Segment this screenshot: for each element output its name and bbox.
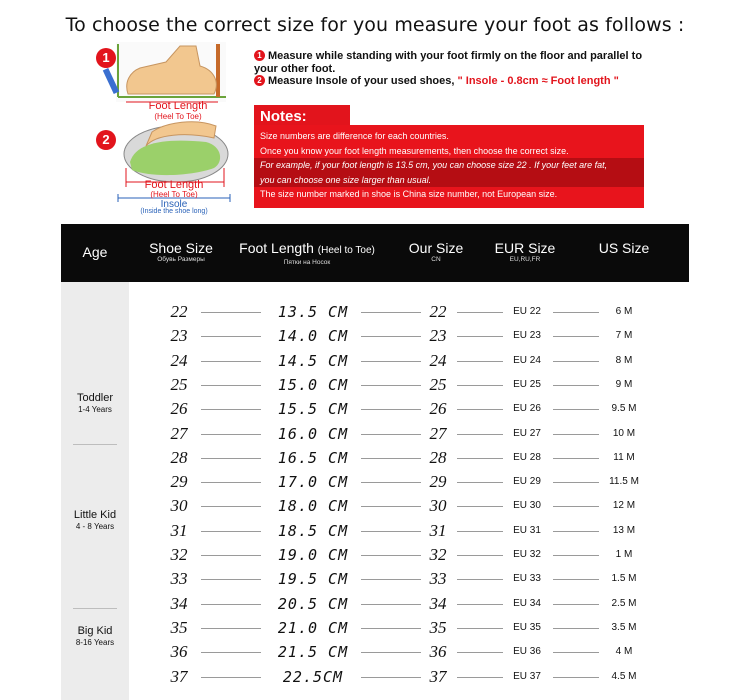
row-divider-line <box>201 312 261 313</box>
row-divider-line <box>361 312 421 313</box>
eur-size-cell: EU 30 <box>513 500 541 512</box>
step-two-badge: 2 <box>96 130 116 150</box>
row-divider-line <box>361 336 421 337</box>
row-divider-line <box>457 652 503 653</box>
row-divider-line <box>553 434 599 435</box>
age-group-toddler <box>61 392 129 415</box>
our-size-cell: 36 <box>429 642 447 662</box>
us-size-cell: 12 M <box>612 500 636 512</box>
row-divider-line <box>361 677 421 678</box>
row-divider-line <box>553 336 599 337</box>
eur-size-cell: EU 34 <box>513 597 541 609</box>
eur-size-cell: EU 24 <box>513 354 541 366</box>
row-divider-line <box>361 434 421 435</box>
shoe-size-cell: 26 <box>170 399 188 419</box>
row-divider-line <box>201 385 261 386</box>
foot-length-cell: 18.5 CM <box>277 521 349 540</box>
eur-size-cell: EU 32 <box>513 549 541 560</box>
row-divider-line <box>553 409 599 410</box>
age-column <box>61 282 129 700</box>
header-foot-length-label <box>231 240 383 259</box>
row-divider-line <box>457 385 503 386</box>
row-divider-line <box>361 628 421 629</box>
row-divider-line <box>457 579 503 580</box>
row-divider-line <box>201 604 261 605</box>
shoe-size-cell: 24 <box>170 350 188 370</box>
us-size-cell: 3.5 M <box>611 621 637 633</box>
shoe-size-cell: 28 <box>170 447 188 467</box>
row-divider-line <box>553 677 599 678</box>
our-size-cell: 30 <box>429 496 447 516</box>
table-row <box>129 519 689 543</box>
foot-length-cell: 14.5 CM <box>277 351 349 370</box>
row-divider-line <box>457 677 503 678</box>
row-divider-line <box>201 482 261 483</box>
eur-size-cell: EU 27 <box>513 427 541 439</box>
row-divider-line <box>361 604 421 605</box>
row-divider-line <box>553 506 599 507</box>
header-us-size-label: US Size <box>598 240 650 256</box>
row-divider-line <box>361 579 421 580</box>
foot-length-cell: 18.0 CM <box>277 497 349 516</box>
row-divider-line <box>201 531 261 532</box>
measurement-illustration <box>96 42 246 217</box>
eur-size-cell: EU 22 <box>513 306 541 317</box>
table-row <box>129 422 689 446</box>
foot-length-cell: 19.0 CM <box>277 546 349 564</box>
shoe-size-cell: 33 <box>170 569 188 589</box>
row-divider-line <box>457 312 503 313</box>
row-divider-line <box>457 555 503 556</box>
us-size-cell: 9.5 M <box>611 403 637 415</box>
table-row <box>129 446 689 470</box>
foot-length-cell: 22.5CM <box>282 667 344 686</box>
table-row <box>129 300 689 324</box>
shoe-size-cell: 30 <box>170 496 188 516</box>
our-size-cell: 31 <box>429 520 447 540</box>
table-row <box>129 373 689 397</box>
our-size-cell: 22 <box>429 302 447 321</box>
us-size-cell: 11.5 M <box>609 476 639 488</box>
our-size-cell: 29 <box>429 472 447 492</box>
row-divider-line <box>361 555 421 556</box>
header-shoe-size-label: Shoe Size <box>149 240 213 256</box>
notes-heading: Notes: <box>254 105 350 129</box>
age-group-big-kid <box>61 625 129 648</box>
row-divider-line <box>457 628 503 629</box>
our-size-cell: 24 <box>429 350 447 370</box>
foot-length-cell: 20.5 CM <box>277 594 349 613</box>
table-row <box>129 349 689 373</box>
header-eur-size-sub: EU,RU,FR <box>509 256 541 263</box>
row-divider-line <box>201 579 261 580</box>
row-divider-line <box>361 506 421 507</box>
eur-size-cell: EU 36 <box>513 646 541 658</box>
eur-size-cell: EU 29 <box>513 476 541 488</box>
instruction-one-text: Measure while standing with your foot firmly on the floor and parallel to your other foot. <box>254 50 643 75</box>
our-size-cell: 27 <box>429 423 447 443</box>
note-line: The size number marked in shoe is China size number, not European size. <box>260 189 558 199</box>
header-age-label: Age <box>82 244 108 260</box>
insole-label: Insole <box>160 199 188 210</box>
note-line-example: you can choose one size larger than usual. <box>254 173 644 188</box>
shoe-size-cell: 32 <box>170 545 188 564</box>
shoe-size-cell: 36 <box>170 642 188 662</box>
foot-length-label-2: Foot Length <box>144 179 204 191</box>
table-row <box>129 470 689 494</box>
row-divider-line <box>361 458 421 459</box>
row-divider-line <box>553 458 599 459</box>
our-size-cell: 23 <box>429 326 447 346</box>
table-row <box>129 494 689 518</box>
row-divider-line <box>201 555 261 556</box>
foot-length-cell: 16.5 CM <box>277 448 349 467</box>
row-divider-line <box>553 579 599 580</box>
row-divider-line <box>201 677 261 678</box>
foot-length-cell: 21.5 CM <box>277 643 349 662</box>
row-divider-line <box>457 506 503 507</box>
foot-length-cell: 19.5 CM <box>277 570 349 589</box>
table-row <box>129 640 689 664</box>
table-row <box>129 543 689 567</box>
us-size-cell: 9 M <box>615 378 633 390</box>
row-divider-line <box>553 531 599 532</box>
header-foot-length-main: Foot Length <box>239 240 314 256</box>
foot-length-cell: 16.0 CM <box>277 424 349 443</box>
row-divider-line <box>457 336 503 337</box>
header-eur-size <box>489 240 561 264</box>
table-row <box>129 665 689 689</box>
row-divider-line <box>361 652 421 653</box>
shoe-size-cell: 37 <box>170 666 188 686</box>
our-size-cell: 37 <box>429 666 447 686</box>
insole-sub-label: (Inside the shoe long) <box>140 208 208 215</box>
shoe-size-cell: 25 <box>170 374 188 394</box>
us-size-cell: 11 M <box>613 451 635 463</box>
age-group-little-kid <box>61 509 129 532</box>
eur-size-cell: EU 26 <box>513 403 541 415</box>
age-group-years: 4 - 8 Years <box>75 522 115 531</box>
foot-length-cell: 15.5 CM <box>277 400 349 419</box>
table-row <box>129 567 689 591</box>
table-row <box>129 616 689 640</box>
row-divider-line <box>553 604 599 605</box>
row-divider-line <box>457 482 503 483</box>
us-size-cell: 1 M <box>615 549 633 560</box>
table-row <box>129 592 689 616</box>
our-size-cell: 28 <box>429 447 447 467</box>
row-divider-line <box>201 336 261 337</box>
eur-size-cell: EU 25 <box>513 378 541 390</box>
row-divider-line <box>201 361 261 362</box>
age-group-name: Big Kid <box>77 625 113 637</box>
shoe-size-cell: 27 <box>170 423 188 443</box>
eur-size-cell: EU 31 <box>513 524 541 536</box>
insole-formula: " Insole - 0.8cm ≈ Foot length " <box>454 75 619 87</box>
header-shoe-size-sub: Обувь Размеры <box>157 256 205 263</box>
instruction-one-number: 1 <box>254 50 265 61</box>
eur-size-cell: EU 37 <box>513 670 541 682</box>
notes-panel <box>254 125 644 208</box>
note-line: Size numbers are difference for each countries. <box>260 131 449 141</box>
us-size-cell: 10 M <box>612 427 636 439</box>
row-divider-line <box>553 628 599 629</box>
age-group-name: Toddler <box>76 392 114 404</box>
note-line-example: For example, if your foot length is 13.5 cm, you can choose size 22 . If your feet are fat, <box>254 158 644 173</box>
eur-size-cell: EU 35 <box>513 621 541 633</box>
us-size-cell: 4.5 M <box>611 670 637 682</box>
row-divider-line <box>553 312 599 313</box>
us-size-cell: 4 M <box>615 646 633 658</box>
header-foot-length-sub: Пятки на Носок <box>283 259 331 266</box>
foot-length-cell: 15.0 CM <box>277 375 349 394</box>
shoe-size-cell: 23 <box>170 326 188 346</box>
header-our-size-label: Our Size <box>408 240 464 256</box>
page-title: To choose the correct size for you measure your foot as follows : <box>65 14 685 36</box>
our-size-cell: 32 <box>429 545 447 564</box>
row-divider-line <box>361 409 421 410</box>
header-foot-length-small: (Heel to Toe) <box>317 245 375 256</box>
row-divider-line <box>553 361 599 362</box>
us-size-cell: 7 M <box>615 330 633 342</box>
foot-length-cell: 14.0 CM <box>277 327 349 346</box>
row-divider-line <box>201 628 261 629</box>
row-divider-line <box>457 458 503 459</box>
row-divider-line <box>553 555 599 556</box>
note-line: Once you know your foot length measurements, then choose the correct size. <box>260 145 569 156</box>
header-our-size <box>401 240 471 264</box>
shoe-size-cell: 35 <box>170 617 188 637</box>
row-divider-line <box>457 409 503 410</box>
age-group-years: 1-4 Years <box>78 405 112 414</box>
foot-length-label: Foot Length <box>148 100 208 112</box>
us-size-cell: 13 M <box>612 524 636 536</box>
us-size-cell: 6 M <box>615 306 633 317</box>
shoe-size-cell: 22 <box>170 302 188 321</box>
step-one-badge: 1 <box>96 48 116 68</box>
size-table-header <box>61 224 689 282</box>
row-divider-line <box>201 458 261 459</box>
eur-size-cell: EU 23 <box>513 330 541 342</box>
foot-length-cell: 21.0 CM <box>277 618 349 637</box>
us-size-cell: 1.5 M <box>611 573 637 585</box>
row-divider-line <box>201 409 261 410</box>
row-divider-line <box>361 385 421 386</box>
our-size-cell: 35 <box>429 617 447 637</box>
heel-to-toe-label: (Heel To Toe) <box>154 112 202 121</box>
header-shoe-size <box>143 240 219 264</box>
row-divider-line <box>457 361 503 362</box>
eur-size-cell: EU 33 <box>513 573 541 585</box>
our-size-cell: 25 <box>429 374 447 394</box>
shoe-size-cell: 34 <box>170 593 188 613</box>
our-size-cell: 33 <box>429 569 447 589</box>
instruction-one <box>254 50 654 76</box>
our-size-cell: 34 <box>429 593 447 613</box>
age-divider <box>73 444 117 445</box>
table-row <box>129 397 689 421</box>
instruction-two-text: Measure Insole of your used shoes, <box>268 75 455 87</box>
row-divider-line <box>553 385 599 386</box>
heel-to-toe-label-2: (Heel To Toe) <box>150 190 198 199</box>
age-group-years: 8-16 Years <box>75 638 115 647</box>
foot-length-cell: 17.0 CM <box>277 473 349 492</box>
header-age <box>61 244 129 260</box>
table-row <box>129 324 689 348</box>
row-divider-line <box>457 434 503 435</box>
row-divider-line <box>201 652 261 653</box>
header-foot-length <box>231 240 383 267</box>
eur-size-cell: EU 28 <box>513 451 541 463</box>
us-size-cell: 8 M <box>615 354 633 366</box>
foot-length-cell: 13.5 CM <box>277 303 349 321</box>
our-size-cell: 26 <box>429 399 447 419</box>
header-eur-size-label: EUR Size <box>494 240 556 256</box>
row-divider-line <box>553 652 599 653</box>
row-divider-line <box>553 482 599 483</box>
row-divider-line <box>457 604 503 605</box>
age-divider <box>73 608 117 609</box>
row-divider-line <box>201 434 261 435</box>
row-divider-line <box>361 482 421 483</box>
age-group-name: Little Kid <box>73 509 117 521</box>
header-us-size <box>589 240 659 256</box>
us-size-cell: 2.5 M <box>611 597 637 609</box>
instruction-two <box>254 75 654 88</box>
header-our-size-sub: CN <box>431 256 441 263</box>
row-divider-line <box>361 361 421 362</box>
row-divider-line <box>361 531 421 532</box>
row-divider-line <box>457 531 503 532</box>
instruction-two-number: 2 <box>254 75 265 86</box>
shoe-size-cell: 29 <box>170 472 188 492</box>
row-divider-line <box>201 506 261 507</box>
shoe-size-cell: 31 <box>170 520 188 540</box>
